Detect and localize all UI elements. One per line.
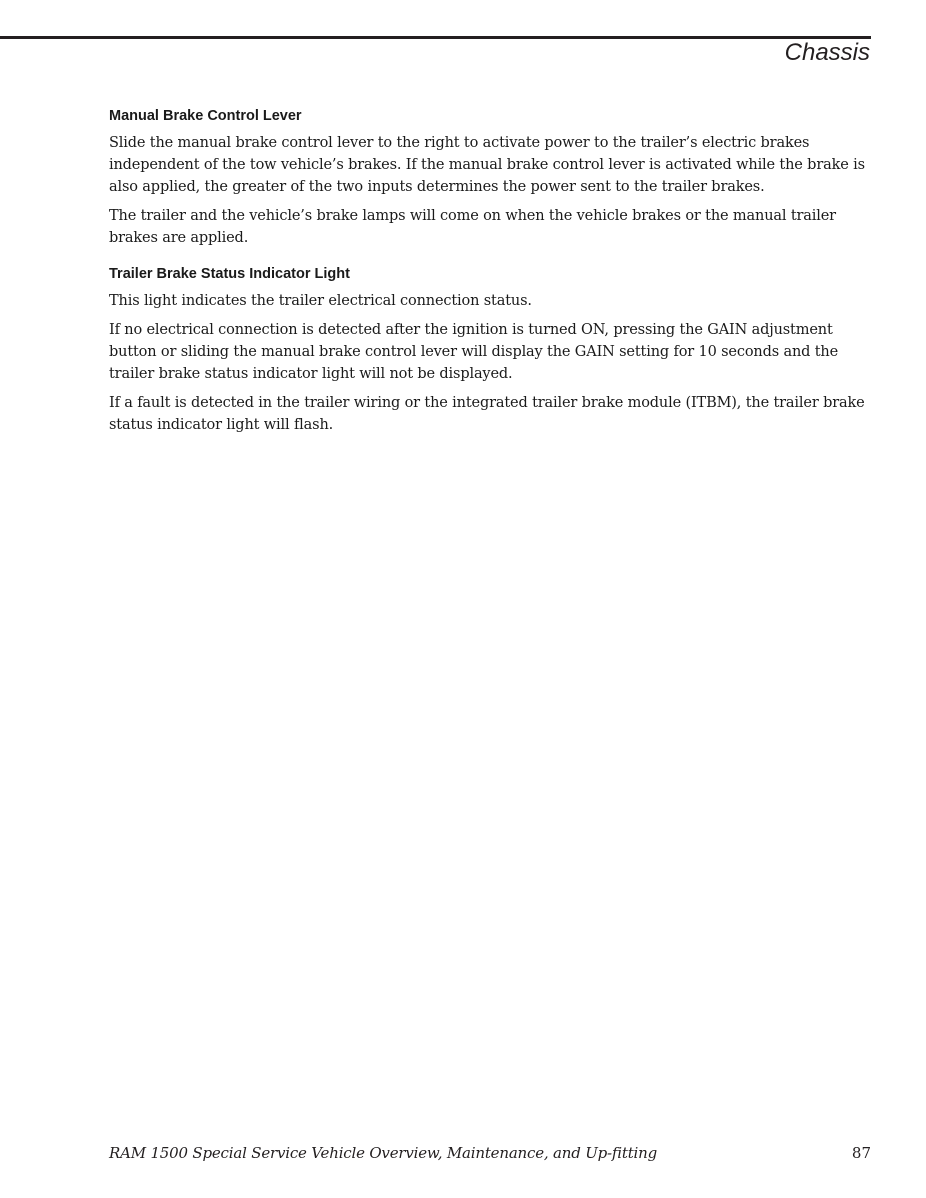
section-heading: Trailer Brake Status Indicator Light — [109, 266, 350, 282]
paragraph: The trailer and the vehicle’s brake lamps will come on when the vehicle brakes or the manual trailer brakes are applied. — [109, 208, 836, 246]
section-trailer-brake-status-indicator-light — [109, 264, 875, 436]
footer-document-title: RAM 1500 Special Service Vehicle Overview, Maintenance, and Up-fitting — [109, 1144, 657, 1162]
section-manual-brake-control-lever — [109, 106, 875, 249]
section-heading: Manual Brake Control Lever — [109, 108, 302, 124]
page-number: 87 — [851, 1144, 871, 1162]
paragraph: If no electrical connection is detected after the ignition is turned ON, pressing the GAIN adjustment button or sliding the manual brake control lever will display the GAIN setting for 10 seconds and the trailer brake status indicator light will not be displayed. — [109, 322, 839, 382]
paragraph: Slide the manual brake control lever to the right to activate power to the trailer’s electric brakes independent of the tow vehicle’s brakes. If the manual brake control lever is activated while the brake is also applied, the greater of the two inputs determines the power sent to the trailer brakes. — [109, 135, 865, 195]
page-footer — [109, 1144, 871, 1166]
section-title: Chassis — [784, 39, 870, 66]
paragraph: This light indicates the trailer electrical connection status. — [109, 293, 532, 309]
paragraph: If a fault is detected in the trailer wiring or the integrated trailer brake module (ITBM), the trailer brake status indicator light will flash. — [109, 395, 865, 433]
page-content — [109, 106, 875, 443]
header-rule — [0, 36, 871, 39]
